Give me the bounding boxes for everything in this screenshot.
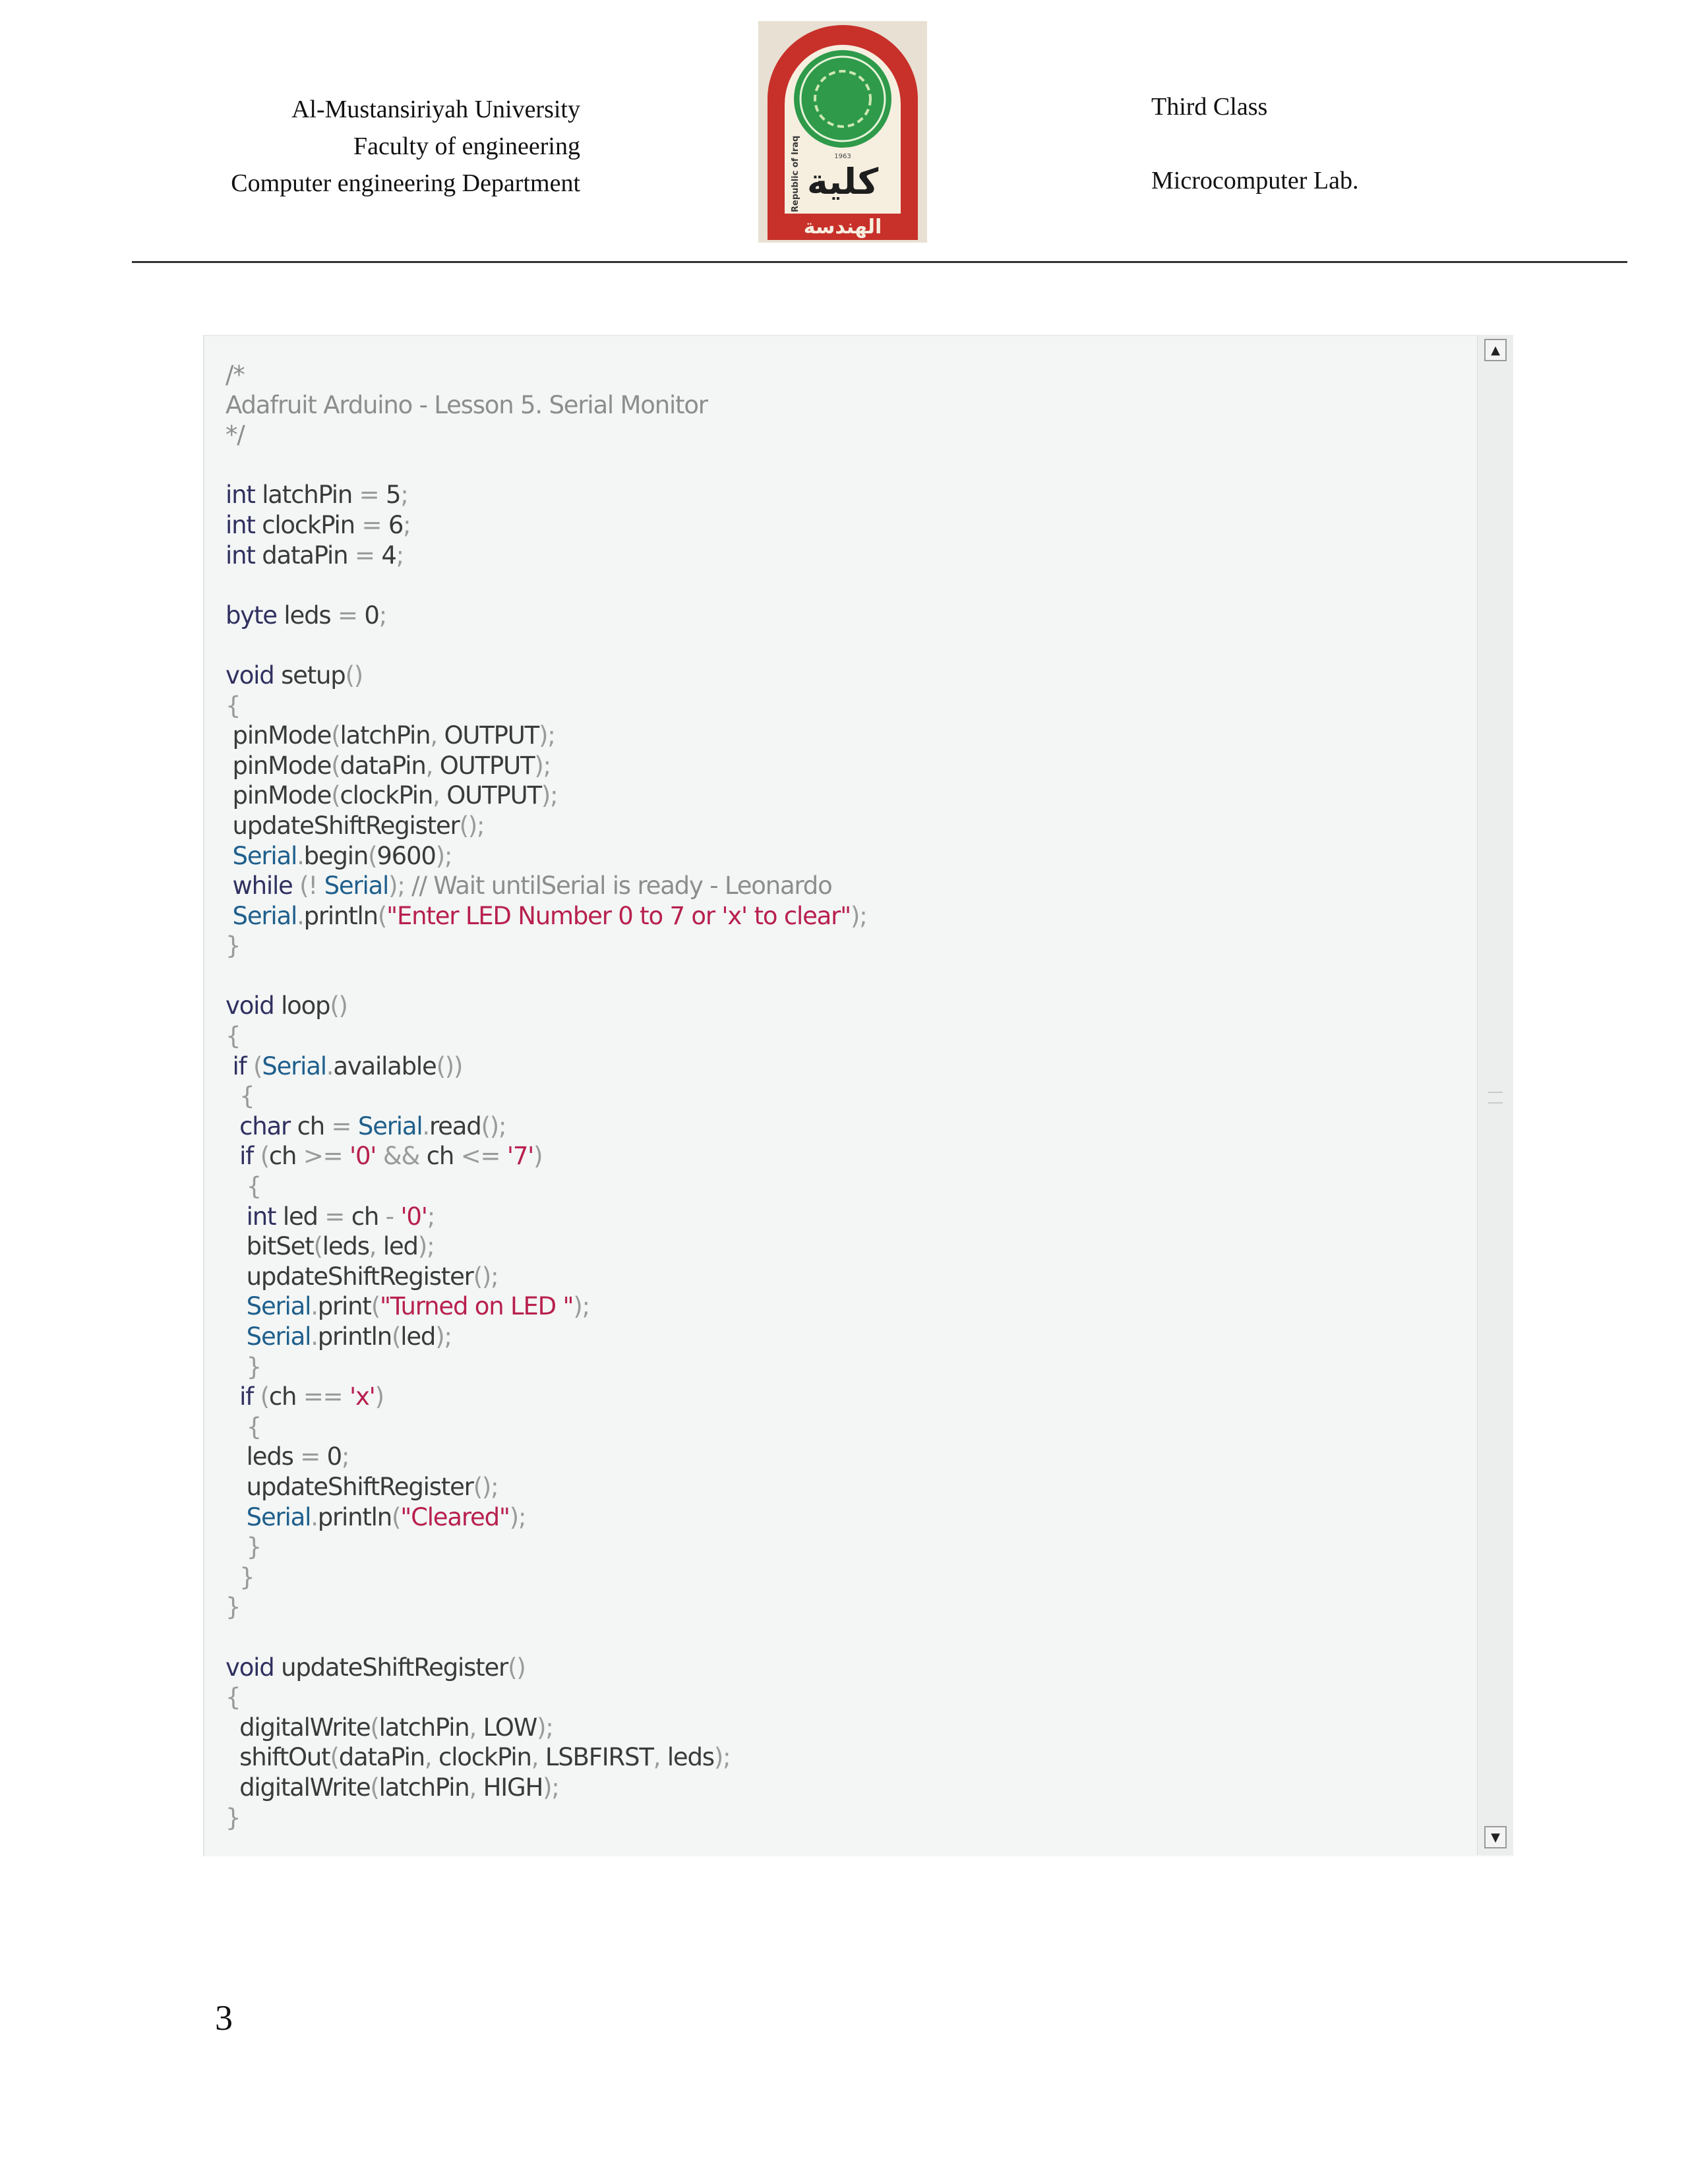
- code-token: (: [392, 1322, 401, 1351]
- code-token: ,: [469, 1773, 483, 1802]
- code-token: 5: [386, 481, 401, 510]
- code-token: OUTPUT: [446, 781, 541, 810]
- code-token: (): [330, 991, 347, 1020]
- code-line: [226, 630, 867, 661]
- code-token: .: [311, 1292, 318, 1321]
- code-token: (!: [299, 871, 324, 900]
- code-line: [226, 1202, 867, 1232]
- code-token: ch: [351, 1202, 386, 1231]
- code-line: [226, 420, 867, 450]
- code-token: );: [509, 1502, 526, 1531]
- code-token: {: [226, 1683, 241, 1712]
- scroll-up-icon[interactable]: ▲: [1484, 339, 1507, 361]
- code-token: // Wait untilSerial is ready - Leonardo: [411, 871, 832, 900]
- code-token: =: [359, 481, 386, 510]
- code-token: void: [226, 1653, 282, 1682]
- code-token: }: [226, 1533, 262, 1562]
- code-token: }: [226, 931, 241, 960]
- code-token: leds: [667, 1743, 714, 1772]
- code-token: bitSet: [226, 1232, 314, 1261]
- code-token: 0: [326, 1442, 342, 1471]
- header-department: Computer engineering Department: [231, 169, 580, 197]
- code-line: [226, 661, 867, 691]
- code-token: Serial: [226, 1292, 311, 1321]
- code-line: [226, 480, 867, 510]
- code-line: [226, 991, 867, 1021]
- code-token: ch: [268, 1142, 303, 1171]
- code-token: {: [226, 1082, 255, 1111]
- code-token: );: [435, 841, 452, 870]
- code-token: (): [345, 661, 363, 690]
- code-token: */: [226, 421, 245, 450]
- code-token: if: [226, 1051, 254, 1080]
- code-token: (: [313, 1232, 322, 1261]
- code-token: ;: [427, 1202, 435, 1231]
- code-token: /*: [226, 361, 245, 389]
- code-token: if: [226, 1382, 260, 1411]
- code-token: ;: [396, 541, 404, 570]
- code-token: int: [226, 510, 262, 539]
- code-token: =: [324, 1202, 351, 1231]
- code-token: dataPin: [338, 1743, 425, 1772]
- code-line: [226, 1412, 867, 1442]
- svg-text:1963: 1963: [834, 153, 851, 160]
- code-token: ,: [369, 1232, 383, 1261]
- code-token: );: [713, 1743, 731, 1772]
- code-token: OUTPUT: [439, 751, 535, 780]
- code-line: [226, 1141, 867, 1171]
- code-token: ;: [341, 1442, 349, 1471]
- code-token: dataPin: [262, 541, 355, 570]
- code-token: int: [226, 481, 262, 510]
- code-token: ();: [473, 1262, 498, 1291]
- code-listing-panel: [203, 335, 1513, 1856]
- code-token: pinMode: [226, 721, 332, 750]
- code-token: Serial: [226, 841, 297, 870]
- page-number: 3: [215, 1998, 233, 2038]
- code-token: (: [392, 1502, 401, 1531]
- code-token: shiftOut: [226, 1743, 330, 1772]
- code-token: updateShiftRegister: [226, 1472, 473, 1501]
- code-token: }: [226, 1593, 241, 1622]
- code-line: [226, 871, 867, 901]
- code-token: led: [382, 1232, 418, 1261]
- code-token: digitalWrite: [226, 1773, 371, 1802]
- code-token: ()): [436, 1051, 463, 1080]
- code-line: [226, 1021, 867, 1051]
- code-token: ();: [473, 1472, 498, 1501]
- code-token: clockPin: [262, 510, 362, 539]
- code-line: [226, 570, 867, 601]
- svg-text:كلية: كلية: [806, 161, 879, 202]
- code-token: ;: [400, 481, 408, 510]
- code-token: (: [331, 721, 340, 750]
- code-token: ,: [424, 1743, 439, 1772]
- code-token: digitalWrite: [226, 1713, 371, 1742]
- code-token: .: [297, 841, 304, 870]
- code-token: read: [429, 1111, 481, 1140]
- code-token: 0: [364, 601, 379, 630]
- code-token: ch: [297, 1111, 332, 1140]
- code-token: '0': [349, 1142, 383, 1171]
- code-line: [226, 691, 867, 721]
- code-token: "Turned on LED ": [379, 1292, 574, 1321]
- code-line: [226, 1803, 867, 1833]
- code-token: println: [317, 1322, 392, 1351]
- code-token: (: [260, 1142, 269, 1171]
- code-token: char: [226, 1111, 297, 1140]
- code-token: );: [534, 751, 551, 780]
- code-token: }: [226, 1803, 241, 1832]
- code-token: .: [297, 901, 304, 930]
- code-token: setup: [281, 661, 346, 690]
- code-token: (: [260, 1382, 269, 1411]
- code-line: [226, 601, 867, 631]
- scroll-down-icon[interactable]: ▼: [1484, 1826, 1507, 1848]
- code-line: [226, 541, 867, 571]
- code-token: updateShiftRegister: [281, 1653, 508, 1682]
- code-token: );: [537, 1713, 553, 1742]
- code-token: int: [226, 541, 262, 570]
- code-line: [226, 510, 867, 541]
- vertical-scrollbar[interactable]: [1477, 335, 1513, 1855]
- code-token: =: [361, 510, 388, 539]
- code-token: =: [331, 1111, 358, 1140]
- code-token: updateShiftRegister: [226, 811, 460, 840]
- code-line: [226, 1262, 867, 1292]
- header-faculty: Faculty of engineering: [353, 133, 580, 160]
- code-line: [226, 1532, 867, 1562]
- code-token: =: [354, 541, 382, 570]
- code-line: [226, 450, 867, 481]
- code-token: latchPin: [378, 1713, 469, 1742]
- code-token: =: [300, 1442, 327, 1471]
- code-line: [226, 721, 867, 751]
- code-line: [226, 1622, 867, 1653]
- code-line: [226, 1592, 867, 1622]
- code-line: [226, 1742, 867, 1773]
- code-line: [226, 1291, 867, 1322]
- code-token: ,: [430, 721, 444, 750]
- code-token: Serial: [357, 1111, 423, 1140]
- code-token: clockPin: [340, 781, 433, 810]
- code-token: updateShiftRegister: [226, 1262, 473, 1291]
- code-line: [226, 1382, 867, 1412]
- code-token: byte: [226, 601, 284, 630]
- code-token: available: [333, 1051, 437, 1080]
- code-token: &&: [382, 1142, 427, 1171]
- code-token: ,: [531, 1743, 545, 1772]
- code-token: >=: [303, 1142, 349, 1171]
- code-line: [226, 1051, 867, 1082]
- code-token: (: [370, 1773, 379, 1802]
- code-token: ): [533, 1142, 543, 1171]
- header-institution: [231, 91, 580, 202]
- header-divider: [132, 261, 1627, 263]
- code-token: while: [226, 871, 300, 900]
- code-token: .: [326, 1051, 334, 1080]
- code-token: Serial: [324, 871, 389, 900]
- code-token: "Enter LED Number 0 to 7 or 'x' to clear": [386, 901, 851, 930]
- code-token: latchPin: [262, 481, 359, 510]
- code-token: Serial: [226, 901, 297, 930]
- code-token: (: [331, 751, 340, 780]
- code-token: '0': [400, 1202, 427, 1231]
- code-line: [226, 1713, 867, 1743]
- header-lab: Microcomputer Lab.: [1151, 167, 1359, 194]
- code-token: ,: [653, 1743, 667, 1772]
- code-token: led: [282, 1202, 325, 1231]
- code-token: Serial: [226, 1502, 311, 1531]
- code-line: [226, 931, 867, 961]
- code-token: 6: [388, 510, 404, 539]
- code-token: "Cleared": [400, 1502, 510, 1531]
- code-token: ,: [433, 781, 447, 810]
- code-line: [226, 390, 867, 421]
- code-token: .: [422, 1111, 429, 1140]
- code-line: [226, 1111, 867, 1142]
- code-token: );: [573, 1292, 589, 1321]
- code-token: int: [226, 1202, 283, 1231]
- code-token: {: [226, 691, 241, 720]
- code-line: [226, 1562, 867, 1593]
- code-token: (: [377, 901, 387, 930]
- code-line: [226, 1442, 867, 1472]
- code-token: pinMode: [226, 751, 332, 780]
- code-token: ch: [268, 1382, 303, 1411]
- code-token: latchPin: [340, 721, 431, 750]
- code-line: [226, 1502, 867, 1533]
- code-token: led: [400, 1322, 436, 1351]
- code-token: .: [311, 1322, 318, 1351]
- code-line: [226, 1472, 867, 1502]
- code-token: clockPin: [438, 1743, 531, 1772]
- code-token: LOW: [483, 1713, 537, 1742]
- code-token: <=: [460, 1142, 507, 1171]
- university-seal-logo: [758, 21, 927, 243]
- code-line: [226, 1322, 867, 1352]
- code-token: ==: [303, 1382, 349, 1411]
- code-token: Serial: [262, 1051, 326, 1080]
- code-token: if: [226, 1142, 260, 1171]
- svg-text:Republic of Iraq: Republic of Iraq: [791, 135, 800, 212]
- code-token: {: [226, 1172, 262, 1201]
- code-token: leds: [284, 601, 338, 630]
- code-token: ): [375, 1382, 384, 1411]
- code-line: [226, 1352, 867, 1382]
- code-token: HIGH: [483, 1773, 543, 1802]
- code-token: Adafruit Arduino - Lesson 5. Serial Monitor: [226, 390, 708, 419]
- code-token: {: [226, 1022, 241, 1051]
- code-line: [226, 1682, 867, 1713]
- code-token: {: [226, 1412, 262, 1441]
- code-token: (: [330, 1743, 339, 1772]
- code-line: [226, 360, 867, 390]
- code-token: }: [226, 1352, 262, 1381]
- code-line: [226, 1773, 867, 1803]
- code-token: print: [317, 1292, 371, 1321]
- code-token: ;: [378, 601, 386, 630]
- code-token: 9600: [377, 841, 436, 870]
- code-token: );: [435, 1322, 452, 1351]
- code-token: );: [543, 1773, 559, 1802]
- code-token: (: [253, 1051, 262, 1080]
- code-token: latchPin: [378, 1773, 469, 1802]
- header-class: Third Class: [1151, 93, 1268, 121]
- code-token: );: [851, 901, 867, 930]
- code-line: [226, 1653, 867, 1683]
- code-token: ();: [459, 811, 485, 840]
- svg-text:الهندسة: الهندسة: [803, 216, 882, 239]
- scroll-thumb-grip-icon[interactable]: [1488, 1092, 1503, 1104]
- code-line: [226, 751, 867, 781]
- code-token: OUTPUT: [444, 721, 539, 750]
- code-token: 4: [381, 541, 396, 570]
- code-token: leds: [226, 1442, 301, 1471]
- code-line: [226, 1231, 867, 1262]
- code-token: dataPin: [340, 751, 426, 780]
- code-token: Serial: [226, 1322, 311, 1351]
- code-token: ,: [425, 751, 440, 780]
- code-line: [226, 961, 867, 991]
- code-token: pinMode: [226, 781, 332, 810]
- code-listing: [226, 360, 867, 1833]
- code-token: ();: [481, 1111, 506, 1140]
- code-token: }: [226, 1562, 255, 1591]
- code-line: [226, 811, 867, 841]
- code-line: [226, 841, 867, 871]
- code-token: (: [370, 1713, 379, 1742]
- code-token: .: [311, 1502, 318, 1531]
- code-token: 'x': [349, 1382, 375, 1411]
- code-token: println: [303, 901, 378, 930]
- code-token: (: [331, 781, 340, 810]
- code-token: (: [371, 1292, 380, 1321]
- code-token: ;: [403, 510, 411, 539]
- code-token: );: [388, 871, 412, 900]
- code-token: (): [508, 1653, 526, 1682]
- code-token: loop: [281, 991, 330, 1020]
- code-token: LSBFIRST: [545, 1743, 653, 1772]
- code-line: [226, 901, 867, 931]
- code-token: void: [226, 991, 282, 1020]
- header-university: Al-Mustansiriyah University: [291, 96, 580, 123]
- code-token: -: [385, 1202, 401, 1231]
- code-token: =: [338, 601, 365, 630]
- code-token: ch: [426, 1142, 461, 1171]
- code-line: [226, 1081, 867, 1111]
- code-token: leds: [322, 1232, 369, 1261]
- code-token: println: [317, 1502, 392, 1531]
- code-token: );: [541, 781, 558, 810]
- code-token: void: [226, 661, 282, 690]
- code-token: );: [417, 1232, 435, 1261]
- code-token: ,: [469, 1713, 483, 1742]
- code-line: [226, 781, 867, 811]
- code-token: begin: [303, 841, 369, 870]
- code-token: (: [368, 841, 377, 870]
- code-token: );: [539, 721, 555, 750]
- code-token: '7': [506, 1142, 534, 1171]
- code-line: [226, 1171, 867, 1202]
